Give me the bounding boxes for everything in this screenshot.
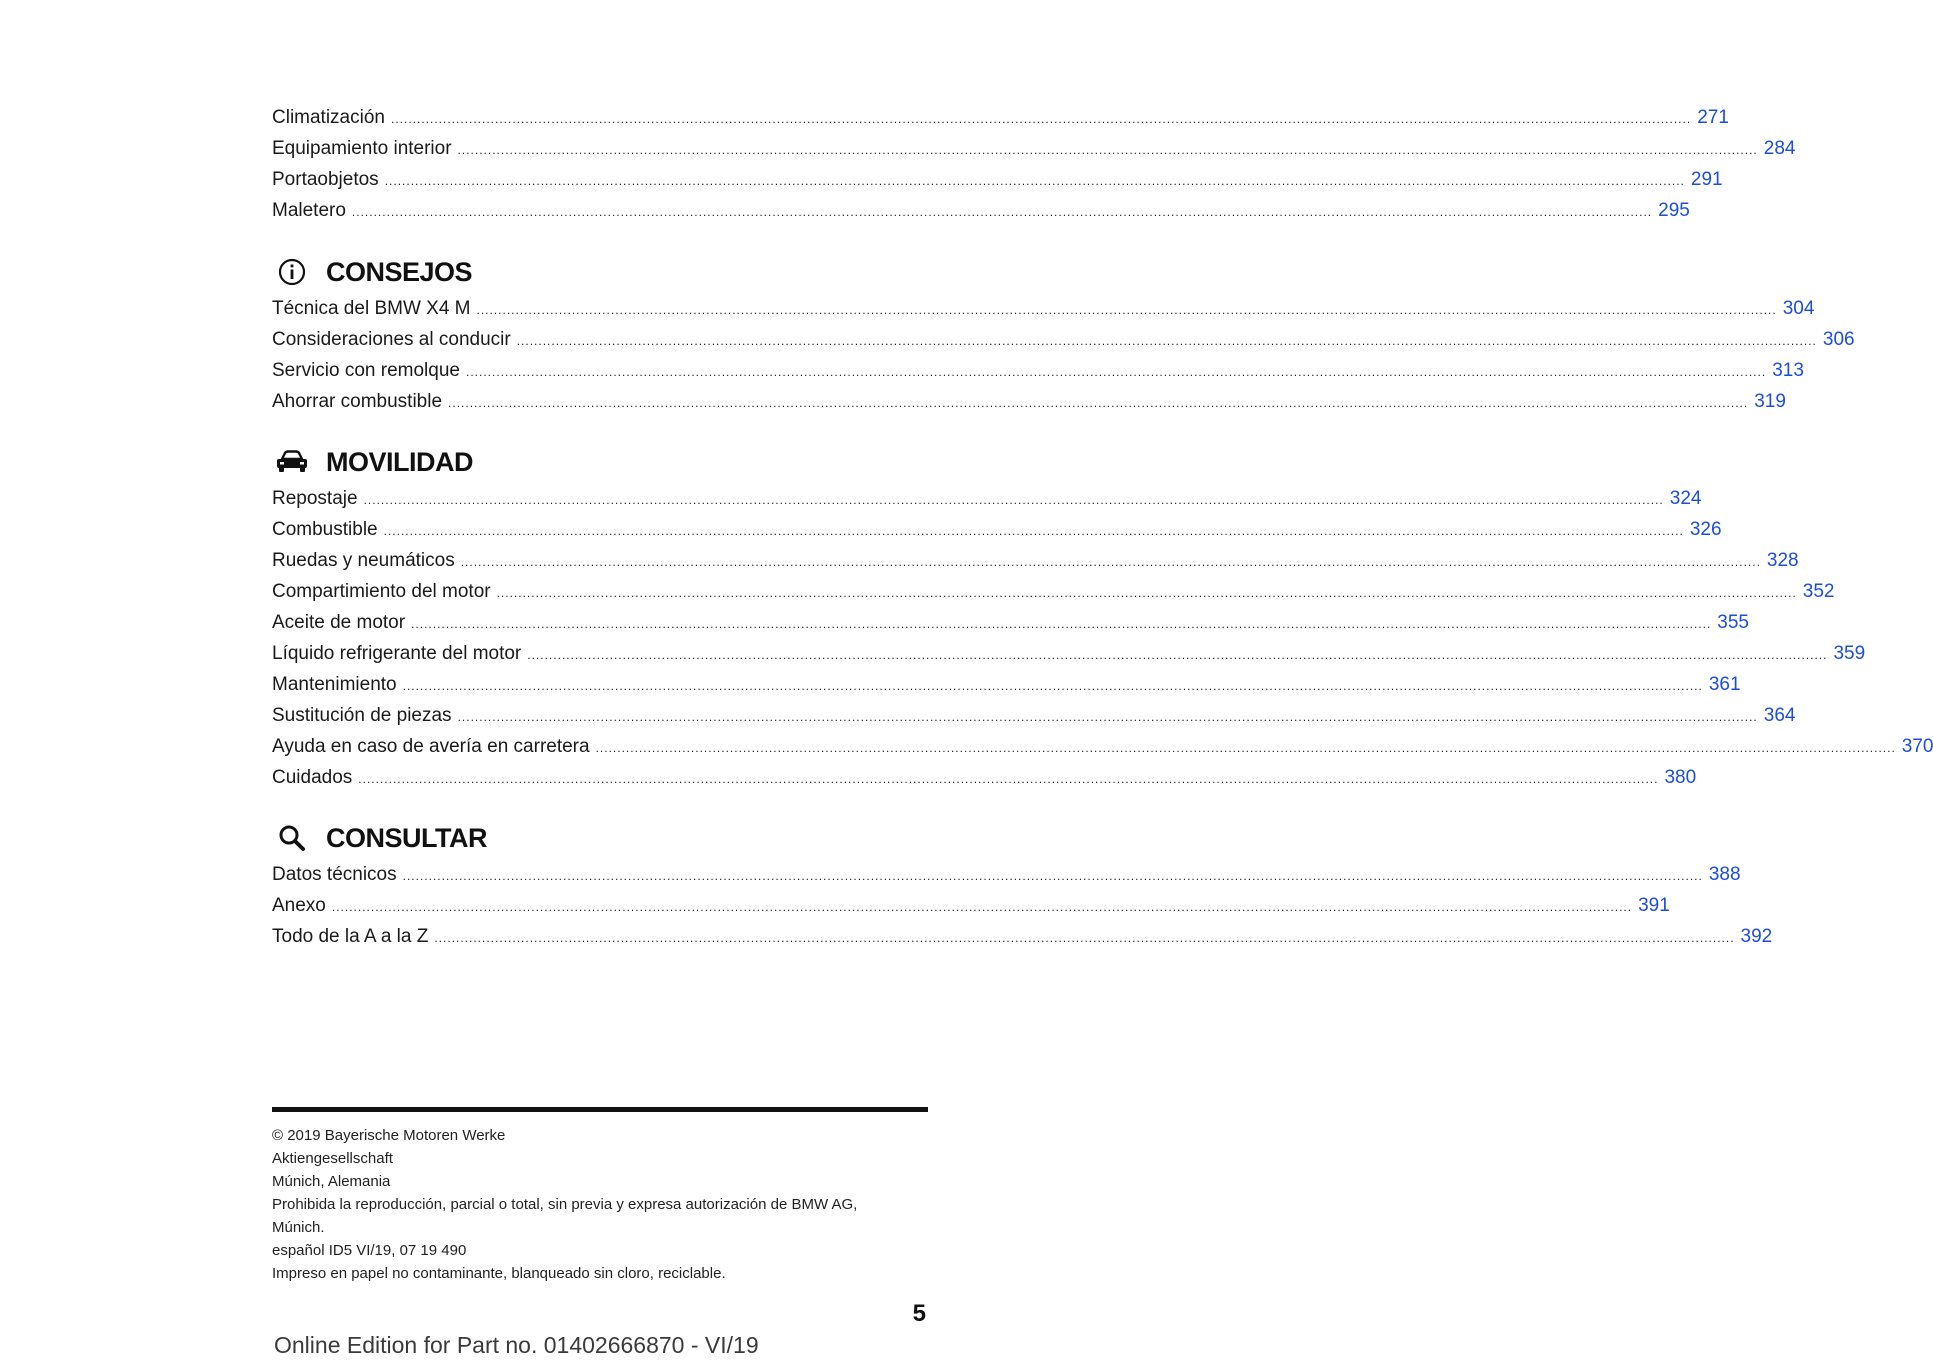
leader-dots: ............................................................................................................................................................................................................................................................................................................ (516, 334, 1817, 348)
imprint-line: Prohibida la reproducción, parcial o total, sin previa y expresa autorización de BMW AG, (272, 1196, 858, 1213)
toc-entry[interactable] (272, 762, 1697, 793)
toc-entry-page[interactable]: 364 (1763, 705, 1796, 726)
toc-entry[interactable] (272, 293, 1815, 324)
toc-entry[interactable] (272, 164, 1723, 195)
leader-dots: ............................................................................................................................................................................................................................................................................................................ (434, 931, 1735, 945)
toc-entry-page[interactable]: 392 (1740, 926, 1773, 947)
car-icon (272, 442, 312, 482)
online-edition-watermark: Online Edition for Part no. 01402666870 - VI/19 (274, 1332, 759, 1358)
imprint-line: Aktiengesellschaft (272, 1150, 393, 1167)
imprint-line: © 2019 Bayerische Motoren Werke (272, 1127, 506, 1144)
imprint-line: Impreso en papel no contaminante, blanqueado sin cloro, reciclable. (272, 1265, 726, 1282)
toc-entry[interactable] (272, 638, 1866, 669)
imprint-line: Múnich. (272, 1219, 325, 1236)
toc-entry-page[interactable]: 380 (1664, 767, 1697, 788)
toc-entry[interactable] (272, 133, 1796, 164)
toc-entry-page[interactable]: 295 (1658, 200, 1690, 221)
section-title: CONSEJOS (326, 256, 473, 287)
toc-entry-label: Sustitución de piezas (272, 705, 452, 726)
leader-dots: ............................................................................................................................................................................................................................................................................................................ (363, 493, 1664, 507)
toc-entry-page[interactable]: 388 (1708, 864, 1741, 885)
leader-dots: ............................................................................................................................................................................................................................................................................................................ (527, 648, 1828, 662)
toc-entry-page[interactable]: 352 (1802, 581, 1835, 602)
toc-entry-label: Ruedas y neumáticos (272, 550, 455, 571)
leader-dots: ............................................................................................................................................................................................................................................................................................................ (402, 869, 1703, 883)
toc-entry[interactable] (272, 700, 1796, 731)
toc-entry-label: Consideraciones al conducir (272, 329, 511, 350)
leader-dots: ............................................................................................................................................................................................................................................................................................................ (460, 555, 1761, 569)
toc-entry[interactable] (272, 355, 1804, 386)
section-title: MOVILIDAD (326, 446, 473, 477)
section-header-consejos (272, 252, 472, 292)
leader-dots: ............................................................................................................................................................................................................................................................................................................ (465, 365, 1767, 379)
toc-entry[interactable] (272, 669, 1741, 700)
toc-entry-label: Ahorrar combustible (272, 391, 443, 412)
leader-dots: ............................................................................................................................................................................................................................................................................................................ (448, 396, 1749, 410)
toc-entry-label: Líquido refrigerante del motor (272, 643, 522, 664)
leader-dots: ............................................................................................................................................................................................................................................................................................................ (411, 617, 1712, 631)
imprint-line: Múnich, Alemania (272, 1173, 391, 1190)
toc-entry[interactable] (272, 483, 1702, 514)
leader-dots: ............................................................................................................................................................................................................................................................................................................ (383, 524, 1684, 538)
toc-entry-label: Equipamiento interior (272, 138, 452, 159)
toc-entry[interactable] (272, 195, 1690, 226)
toc-entry-page[interactable]: 313 (1772, 360, 1804, 381)
toc-entry[interactable] (272, 545, 1799, 576)
toc-entry-page[interactable]: 304 (1782, 298, 1815, 319)
toc-entry-label: Técnica del BMW X4 M (272, 298, 471, 319)
toc-entry[interactable] (272, 386, 1786, 417)
toc-entry-label: Repostaje (272, 488, 358, 509)
toc-entry[interactable] (272, 731, 1933, 762)
toc-entry-page[interactable]: 391 (1638, 895, 1670, 916)
toc-entry[interactable] (272, 890, 1670, 921)
search-icon (272, 818, 312, 858)
section-header-movilidad (272, 442, 473, 482)
toc-entry-page[interactable]: 271 (1697, 107, 1729, 128)
toc-entry-label: Datos técnicos (272, 864, 397, 885)
toc-entry-page[interactable]: 306 (1822, 329, 1855, 350)
leader-dots: ............................................................................................................................................................................................................................................................................................................ (457, 143, 1758, 157)
toc-entry-label: Servicio con remolque (272, 360, 460, 381)
toc-entry-label: Combustible (272, 519, 378, 540)
toc-entry[interactable] (272, 859, 1741, 890)
leader-dots: ............................................................................................................................................................................................................................................................................................................ (390, 112, 1692, 126)
toc-entry[interactable] (272, 324, 1855, 355)
toc-entry[interactable] (272, 514, 1722, 545)
toc-entry[interactable] (272, 102, 1729, 133)
toc-entry-page[interactable]: 284 (1763, 138, 1796, 159)
leader-dots: ............................................................................................................................................................................................................................................................................................................ (402, 679, 1703, 693)
toc-entry-page[interactable]: 324 (1669, 488, 1702, 509)
toc-entry-label: Todo de la A a la Z (272, 926, 429, 947)
toc-entry-label: Mantenimiento (272, 674, 397, 695)
toc-entry[interactable] (272, 921, 1773, 952)
divider-rule (272, 1107, 928, 1112)
leader-dots: ............................................................................................................................................................................................................................................................................................................ (331, 900, 1633, 914)
leader-dots: ............................................................................................................................................................................................................................................................................................................ (496, 586, 1797, 600)
toc-top-list (272, 102, 1796, 226)
toc-entry-page[interactable]: 319 (1754, 391, 1786, 412)
leader-dots: ............................................................................................................................................................................................................................................................................................................ (351, 205, 1653, 219)
info-icon (272, 252, 312, 292)
toc-entry-page[interactable]: 326 (1689, 519, 1722, 540)
section-header-consultar (272, 818, 487, 858)
toc-entry-label: Aceite de motor (272, 612, 406, 633)
toc-entry-label: Ayuda en caso de avería en carretera (272, 736, 590, 757)
imprint-block (272, 1124, 928, 1285)
imprint-line: español ID5 VI/19, 07 19 490 (272, 1242, 467, 1259)
toc-entry-label: Maletero (272, 200, 346, 221)
toc-entry-page[interactable]: 291 (1690, 169, 1723, 190)
toc-entry-page[interactable]: 361 (1708, 674, 1741, 695)
toc-entry-page[interactable]: 370 (1901, 736, 1933, 757)
leader-dots: ............................................................................................................................................................................................................................................................................................................ (457, 710, 1758, 724)
toc-entry[interactable] (272, 576, 1835, 607)
toc-entry[interactable] (272, 607, 1749, 638)
toc-entry-page[interactable]: 359 (1833, 643, 1866, 664)
toc-entry-label: Compartimiento del motor (272, 581, 491, 602)
toc-entry-page[interactable]: 355 (1717, 612, 1749, 633)
leader-dots: ............................................................................................................................................................................................................................................................................................................ (384, 174, 1685, 188)
toc-entry-page[interactable]: 328 (1766, 550, 1799, 571)
toc-section-list (272, 293, 1855, 417)
toc-entry-label: Climatización (272, 107, 385, 128)
toc-entry-label: Anexo (272, 895, 326, 916)
toc-section-list (272, 483, 1933, 793)
leader-dots: ............................................................................................................................................................................................................................................................................................................ (476, 303, 1777, 317)
page-number: 5 (912, 1300, 926, 1327)
toc-entry-label: Cuidados (272, 767, 353, 788)
section-title: CONSULTAR (326, 822, 487, 853)
leader-dots: ............................................................................................................................................................................................................................................................................................................ (358, 772, 1659, 786)
toc-section-list (272, 859, 1773, 952)
toc-entry-label: Portaobjetos (272, 169, 379, 190)
leader-dots: ............................................................................................................................................................................................................................................................................................................ (595, 741, 1896, 755)
